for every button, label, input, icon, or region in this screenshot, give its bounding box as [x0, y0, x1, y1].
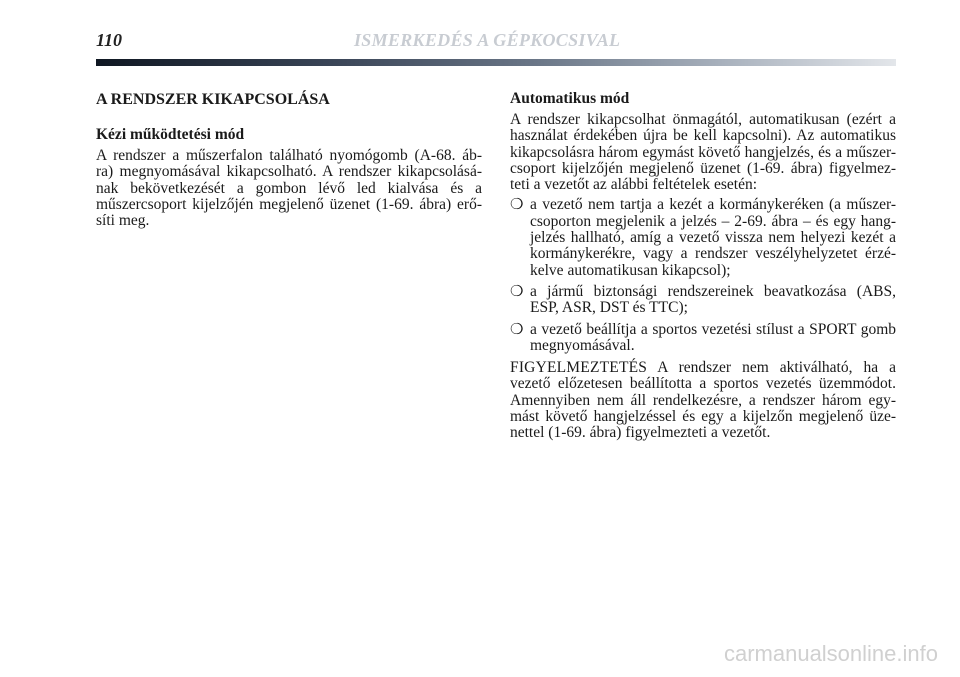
header-rule: [96, 59, 896, 66]
section-heading: A RENDSZER KIKAPCSOLÁSA: [96, 91, 330, 108]
warning-text: A rendszer nem aktiválható, ha a vezető előzetesen beállította a sportos vezetés üzemmódot. Amennyiben nem áll rendelkezésre, a rendszer három egy- mást követő hangjelzéssel és egy a kijelzőn megjelenő üze- nettel (1-69. ábra) figyelmezteti a vezetőt.: [510, 359, 896, 442]
circle-bullet-icon: ❍: [510, 283, 524, 300]
warning-paragraph: [510, 360, 896, 441]
list-item: [510, 322, 896, 355]
left-column: [96, 90, 482, 233]
list-item: [510, 284, 896, 317]
running-title: ISMERKEDÉS A GÉPKOCSIVAL: [354, 30, 621, 50]
automatic-mode-paragraph: A rendszer kikapcsolhat önmagától, automatikusan (ezért a használat érdekében újra be kell kapcsolni). Az automatikus kikapcsolásra három egymást követő hangjelzés, és a műszer- csoport kijelzőjén megjelenő üzenet (1-69. ábra) figyelmez- teti a vezetőt az alábbi feltételek esetén:: [510, 111, 896, 194]
right-column: [510, 90, 896, 442]
conditions-list: [510, 197, 896, 354]
manual-mode-heading: Kézi működtetési mód: [96, 126, 245, 143]
list-item-text: a vezető nem tartja a kezét a kormánykeréken (a műszer- csoporton megjelenik a jelzés – 2-69. ábra – és egy hang- jelzés hallható, amíg a vezető vissza nem helyezi kezét a kormánykerékre, vagy a rendszer veszélyhelyzetet érzé- kelve automatikusan kikapcsol);: [530, 196, 896, 279]
circle-bullet-icon: ❍: [510, 197, 524, 214]
list-item: [510, 197, 896, 278]
page-number: 110: [96, 30, 123, 50]
list-item-text: a jármű biztonsági rendszereinek beavatkozása (ABS, ESP, ASR, DST és TTC);: [530, 282, 896, 317]
list-item-text: a vezető beállítja a sportos vezetési stílust a SPORT gomb megnyomásával.: [530, 320, 896, 354]
circle-bullet-icon: ❍: [510, 321, 524, 338]
manual-mode-paragraph: A rendszer a műszerfalon található nyomógomb (A-68. áb- ra) megnyomásával kikapcsolható. A rendszer kikapcsolásá- nak bekövetkezését a gombon lévő led kialvása és a műszercsoport kijelzőjén megjelenő üzenet (1-69. ábra) erő- síti meg.: [96, 147, 482, 230]
warning-label: FIGYELMEZTETÉS: [510, 359, 648, 377]
watermark: carmanualsonline.info: [723, 641, 938, 666]
automatic-mode-heading: Automatikus mód: [510, 90, 630, 107]
